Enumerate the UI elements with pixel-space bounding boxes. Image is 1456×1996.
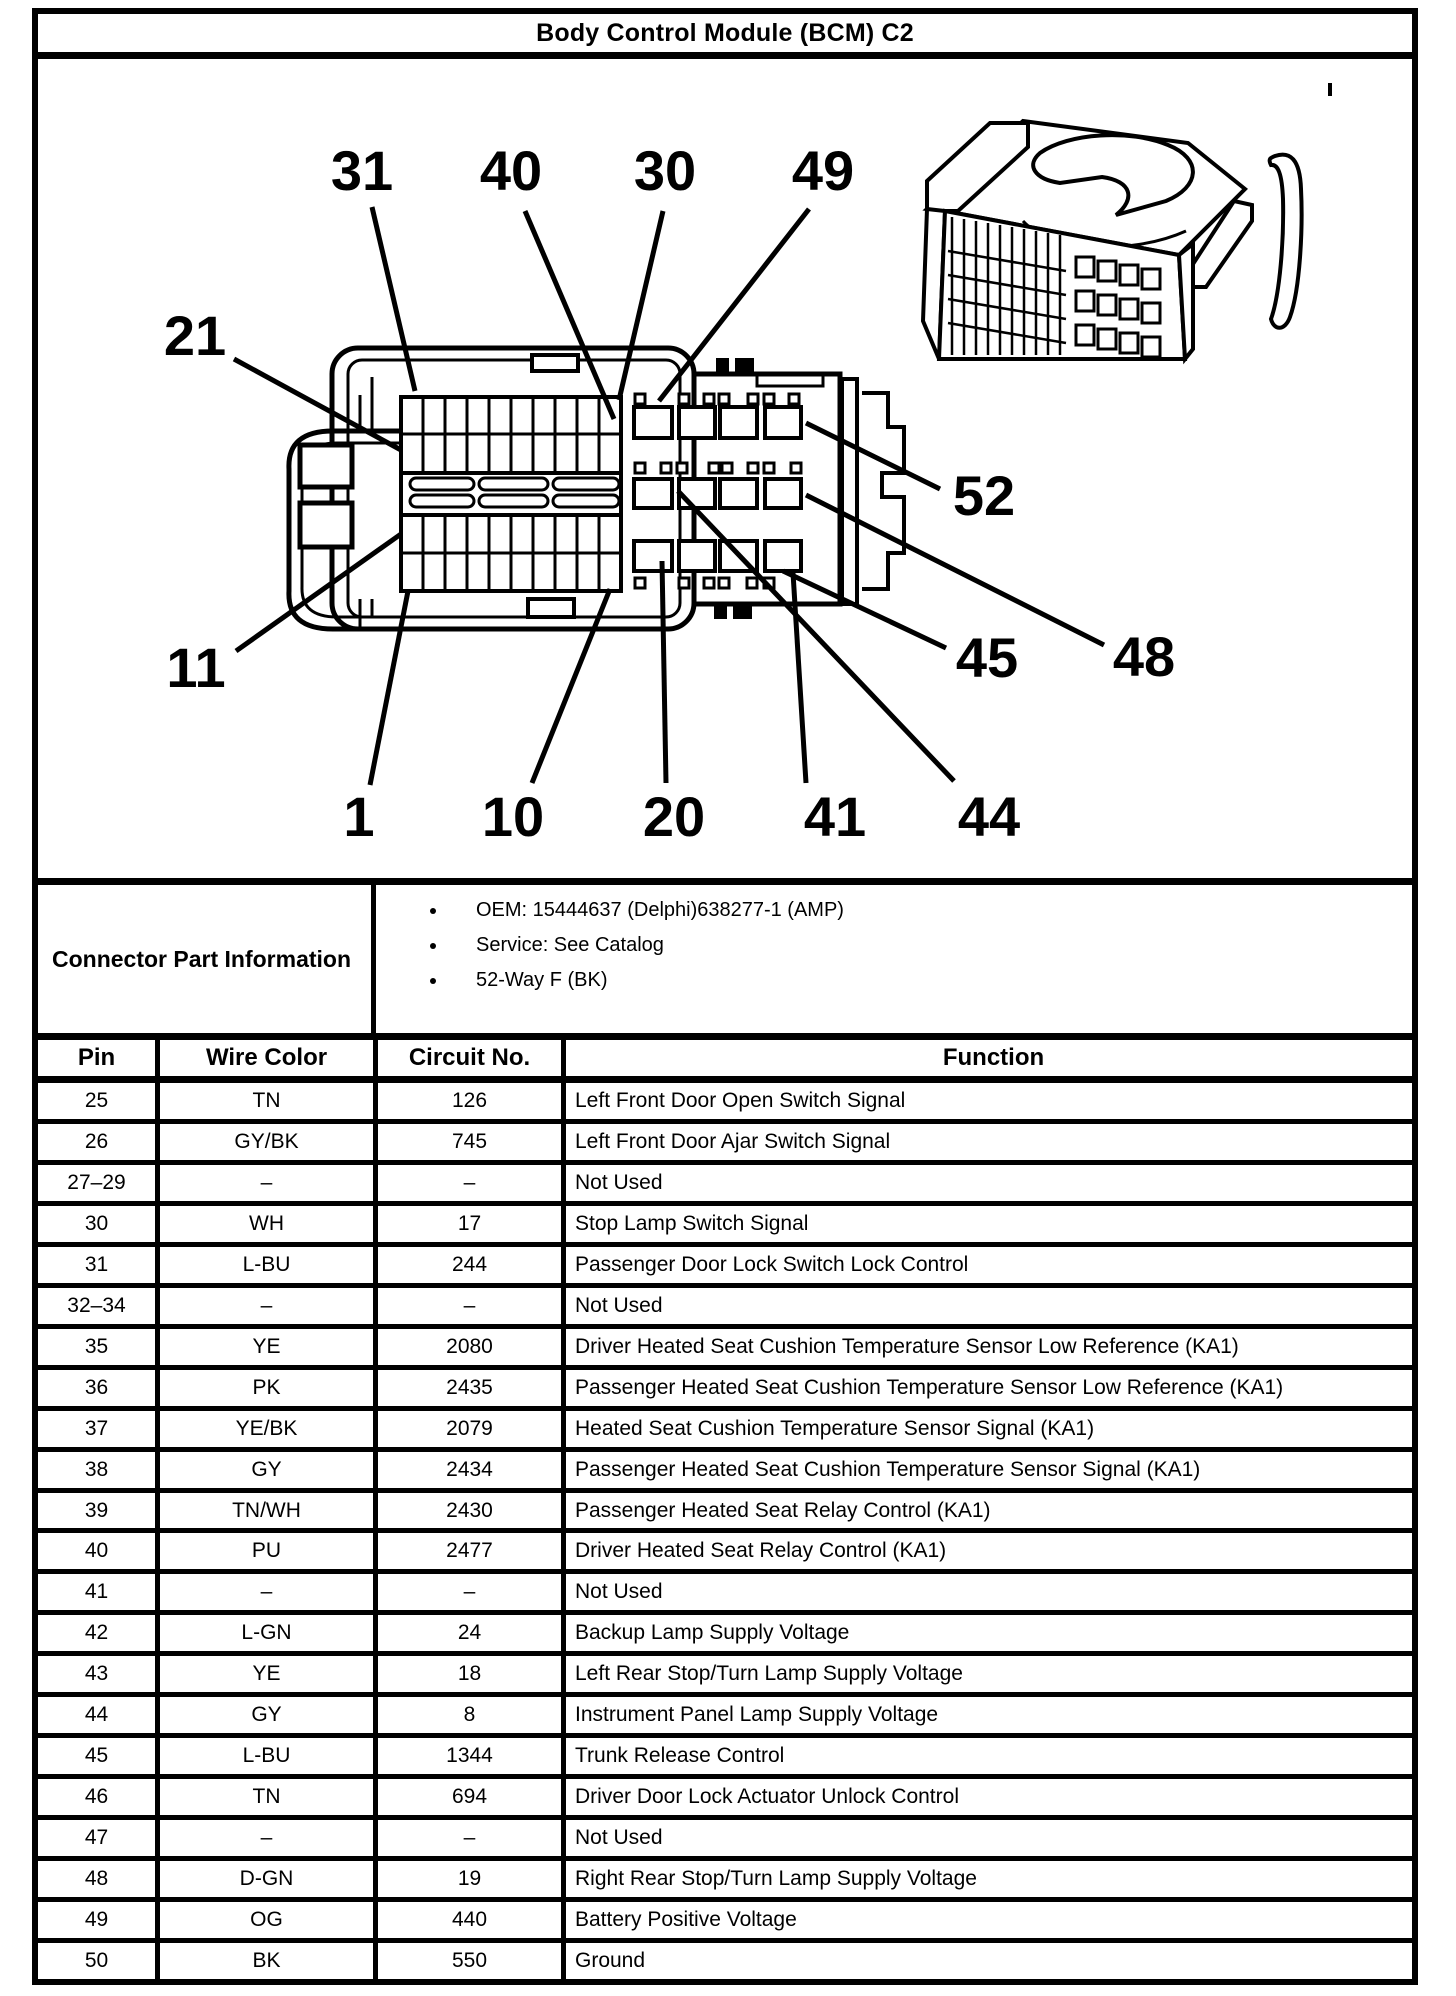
cell-pin: 31 [38,1247,160,1283]
table-row [38,1206,1412,1247]
cell-wire-color: L-BU [160,1738,378,1774]
cell-circuit-no: 8 [378,1697,566,1733]
callout-label: 48 [1112,625,1176,688]
table-row [38,1493,1412,1534]
cell-circuit-no: 244 [378,1247,566,1283]
cell-pin: 43 [38,1656,160,1692]
callout-label: 45 [955,626,1019,689]
table-row [38,1820,1412,1861]
cell-pin: 32–34 [38,1288,160,1324]
part-info-way-count: • 52-Way F (BK) [448,969,1412,992]
cell-circuit-no: 24 [378,1615,566,1651]
cell-wire-color: TN [160,1083,378,1119]
table-row [38,1861,1412,1902]
callout-label: 49 [791,139,855,202]
connector-part-information-details [376,885,1412,1033]
cell-function: Not Used [575,1580,663,1604]
cell-function: Instrument Panel Lamp Supply Voltage [575,1703,939,1727]
callout-label: 10 [481,785,545,848]
cell-function: Left Rear Stop/Turn Lamp Supply Voltage [575,1662,963,1686]
cell-pin: 46 [38,1779,160,1815]
cell-circuit-no: 2430 [378,1493,566,1529]
table-row [38,1533,1412,1574]
cell-wire-color: L-GN [160,1615,378,1651]
cell-circuit-no: 2080 [378,1329,566,1365]
cell-circuit-no: 18 [378,1656,566,1692]
table-row [38,1697,1412,1738]
cell-function: Not Used [575,1170,663,1194]
callout-label: 44 [957,785,1021,848]
cell-pin: 49 [38,1902,160,1938]
cell-circuit-no: 126 [378,1083,566,1119]
cell-function: Not Used [575,1293,663,1317]
connector-diagram-illustration [38,59,1412,878]
cell-wire-color: – [160,1288,378,1324]
callout-label: 30 [633,139,697,202]
cell-function: Stop Lamp Switch Signal [575,1211,809,1235]
cell-pin: 41 [38,1574,160,1610]
callout-label: 31 [330,139,394,202]
cell-wire-color: PK [160,1370,378,1406]
table-row [38,1165,1412,1206]
header-wire-color: Wire Color [160,1040,378,1076]
cell-pin: 30 [38,1206,160,1242]
table-row [38,1738,1412,1779]
cell-pin: 39 [38,1493,160,1529]
cell-function: Right Rear Stop/Turn Lamp Supply Voltage [575,1867,977,1891]
cell-circuit-no: 1344 [378,1738,566,1774]
header-circuit-no: Circuit No. [378,1040,566,1076]
cell-function: Trunk Release Control [575,1744,785,1768]
table-row [38,1329,1412,1370]
cell-pin: 48 [38,1861,160,1897]
cell-pin: 47 [38,1820,160,1856]
cell-pin: 35 [38,1329,160,1365]
cell-wire-color: PU [160,1533,378,1569]
cell-function: Left Front Door Ajar Switch Signal [575,1129,891,1153]
cell-circuit-no: – [378,1165,566,1201]
cell-function: Heated Seat Cushion Temperature Sensor Signal (KA1) [575,1416,1095,1440]
connector-part-information-label: Connector Part Information [38,885,376,1033]
cell-wire-color: YE/BK [160,1411,378,1447]
cell-function: Passenger Heated Seat Cushion Temperature Sensor Low Reference (KA1) [575,1375,1284,1399]
cell-circuit-no: 550 [378,1943,566,1979]
cell-circuit-no: 19 [378,1861,566,1897]
cell-function: Ground [575,1948,646,1972]
table-row [38,1288,1412,1329]
cell-wire-color: BK [160,1943,378,1979]
part-info-oem: • OEM: 15444637 (Delphi)638277-1 (AMP) [448,899,1412,922]
cell-function: Driver Door Lock Actuator Unlock Control [575,1785,959,1809]
cell-circuit-no: 745 [378,1124,566,1160]
cell-wire-color: GY [160,1697,378,1733]
cell-function: Driver Heated Seat Cushion Temperature Sensor Low Reference (KA1) [575,1334,1239,1358]
cell-pin: 44 [38,1697,160,1733]
page-title: Body Control Module (BCM) C2 [536,18,914,47]
callout-label: 40 [479,139,543,202]
callout-label: 11 [166,636,226,699]
cell-wire-color: YE [160,1329,378,1365]
cell-wire-color: D-GN [160,1861,378,1897]
cell-circuit-no: 440 [378,1902,566,1938]
cell-pin: 45 [38,1738,160,1774]
cell-wire-color: L-BU [160,1247,378,1283]
header-pin: Pin [38,1040,160,1076]
cell-circuit-no: – [378,1820,566,1856]
connector-diagram-panel [38,59,1412,885]
table-row [38,1452,1412,1493]
cell-wire-color: GY [160,1452,378,1488]
cell-wire-color: OG [160,1902,378,1938]
cell-pin: 37 [38,1411,160,1447]
cell-wire-color: – [160,1574,378,1610]
cell-function: Passenger Door Lock Switch Lock Control [575,1252,969,1276]
cell-circuit-no: 2435 [378,1370,566,1406]
cell-circuit-no: 2434 [378,1452,566,1488]
cell-circuit-no: – [378,1574,566,1610]
cell-circuit-no: 694 [378,1779,566,1815]
table-row [38,1124,1412,1165]
table-row [38,1411,1412,1452]
table-row [38,1656,1412,1697]
table-row [38,1615,1412,1656]
title-bar [38,14,1412,59]
table-row [38,1902,1412,1943]
cell-circuit-no: 17 [378,1206,566,1242]
cell-wire-color: TN/WH [160,1493,378,1529]
cell-function: Driver Heated Seat Relay Control (KA1) [575,1539,947,1563]
callout-label: 20 [642,785,706,848]
table-row [38,1247,1412,1288]
tick-mark [1328,83,1332,96]
pin-table-header-row [38,1040,1412,1083]
connector-end-cap [842,379,904,604]
callout-label: 52 [952,464,1016,527]
connector-part-information-section [38,885,1412,1040]
cell-pin: 36 [38,1370,160,1406]
callout-label: 21 [163,304,227,367]
cell-pin: 27–29 [38,1165,160,1201]
cell-pin: 38 [38,1452,160,1488]
cell-circuit-no: 2477 [378,1533,566,1569]
table-row [38,1779,1412,1820]
header-function: Function [942,1044,1045,1071]
cell-wire-color: GY/BK [160,1124,378,1160]
cell-pin: 26 [38,1124,160,1160]
cell-wire-color: TN [160,1779,378,1815]
cell-function: Left Front Door Open Switch Signal [575,1088,906,1112]
cell-circuit-no: 2079 [378,1411,566,1447]
cell-pin: 42 [38,1615,160,1651]
part-info-service: • Service: See Catalog [448,934,1412,957]
terminal-slot-grid [401,397,621,591]
table-row [38,1370,1412,1411]
callout-label: 41 [803,785,867,848]
cell-function: Passenger Heated Seat Relay Control (KA1) [575,1498,991,1522]
cell-pin: 50 [38,1943,160,1979]
cell-pin: 40 [38,1533,160,1569]
cell-wire-color: – [160,1165,378,1201]
cell-wire-color: YE [160,1656,378,1692]
cell-wire-color: – [160,1820,378,1856]
table-row [38,1574,1412,1615]
cell-wire-color: WH [160,1206,378,1242]
cell-function: Battery Positive Voltage [575,1908,797,1932]
connector-document [32,8,1418,1985]
pin-table-body [38,1083,1412,1979]
table-row [38,1083,1412,1124]
pin-table [38,1040,1412,1979]
cell-function: Backup Lamp Supply Voltage [575,1621,850,1645]
callout-label: 1 [343,785,375,848]
cell-pin: 25 [38,1083,160,1119]
cell-circuit-no: – [378,1288,566,1324]
cell-function: Passenger Heated Seat Cushion Temperature Sensor Signal (KA1) [575,1457,1201,1481]
connector-3d-drawing [923,83,1332,359]
cell-function: Not Used [575,1826,663,1850]
table-row [38,1943,1412,1979]
